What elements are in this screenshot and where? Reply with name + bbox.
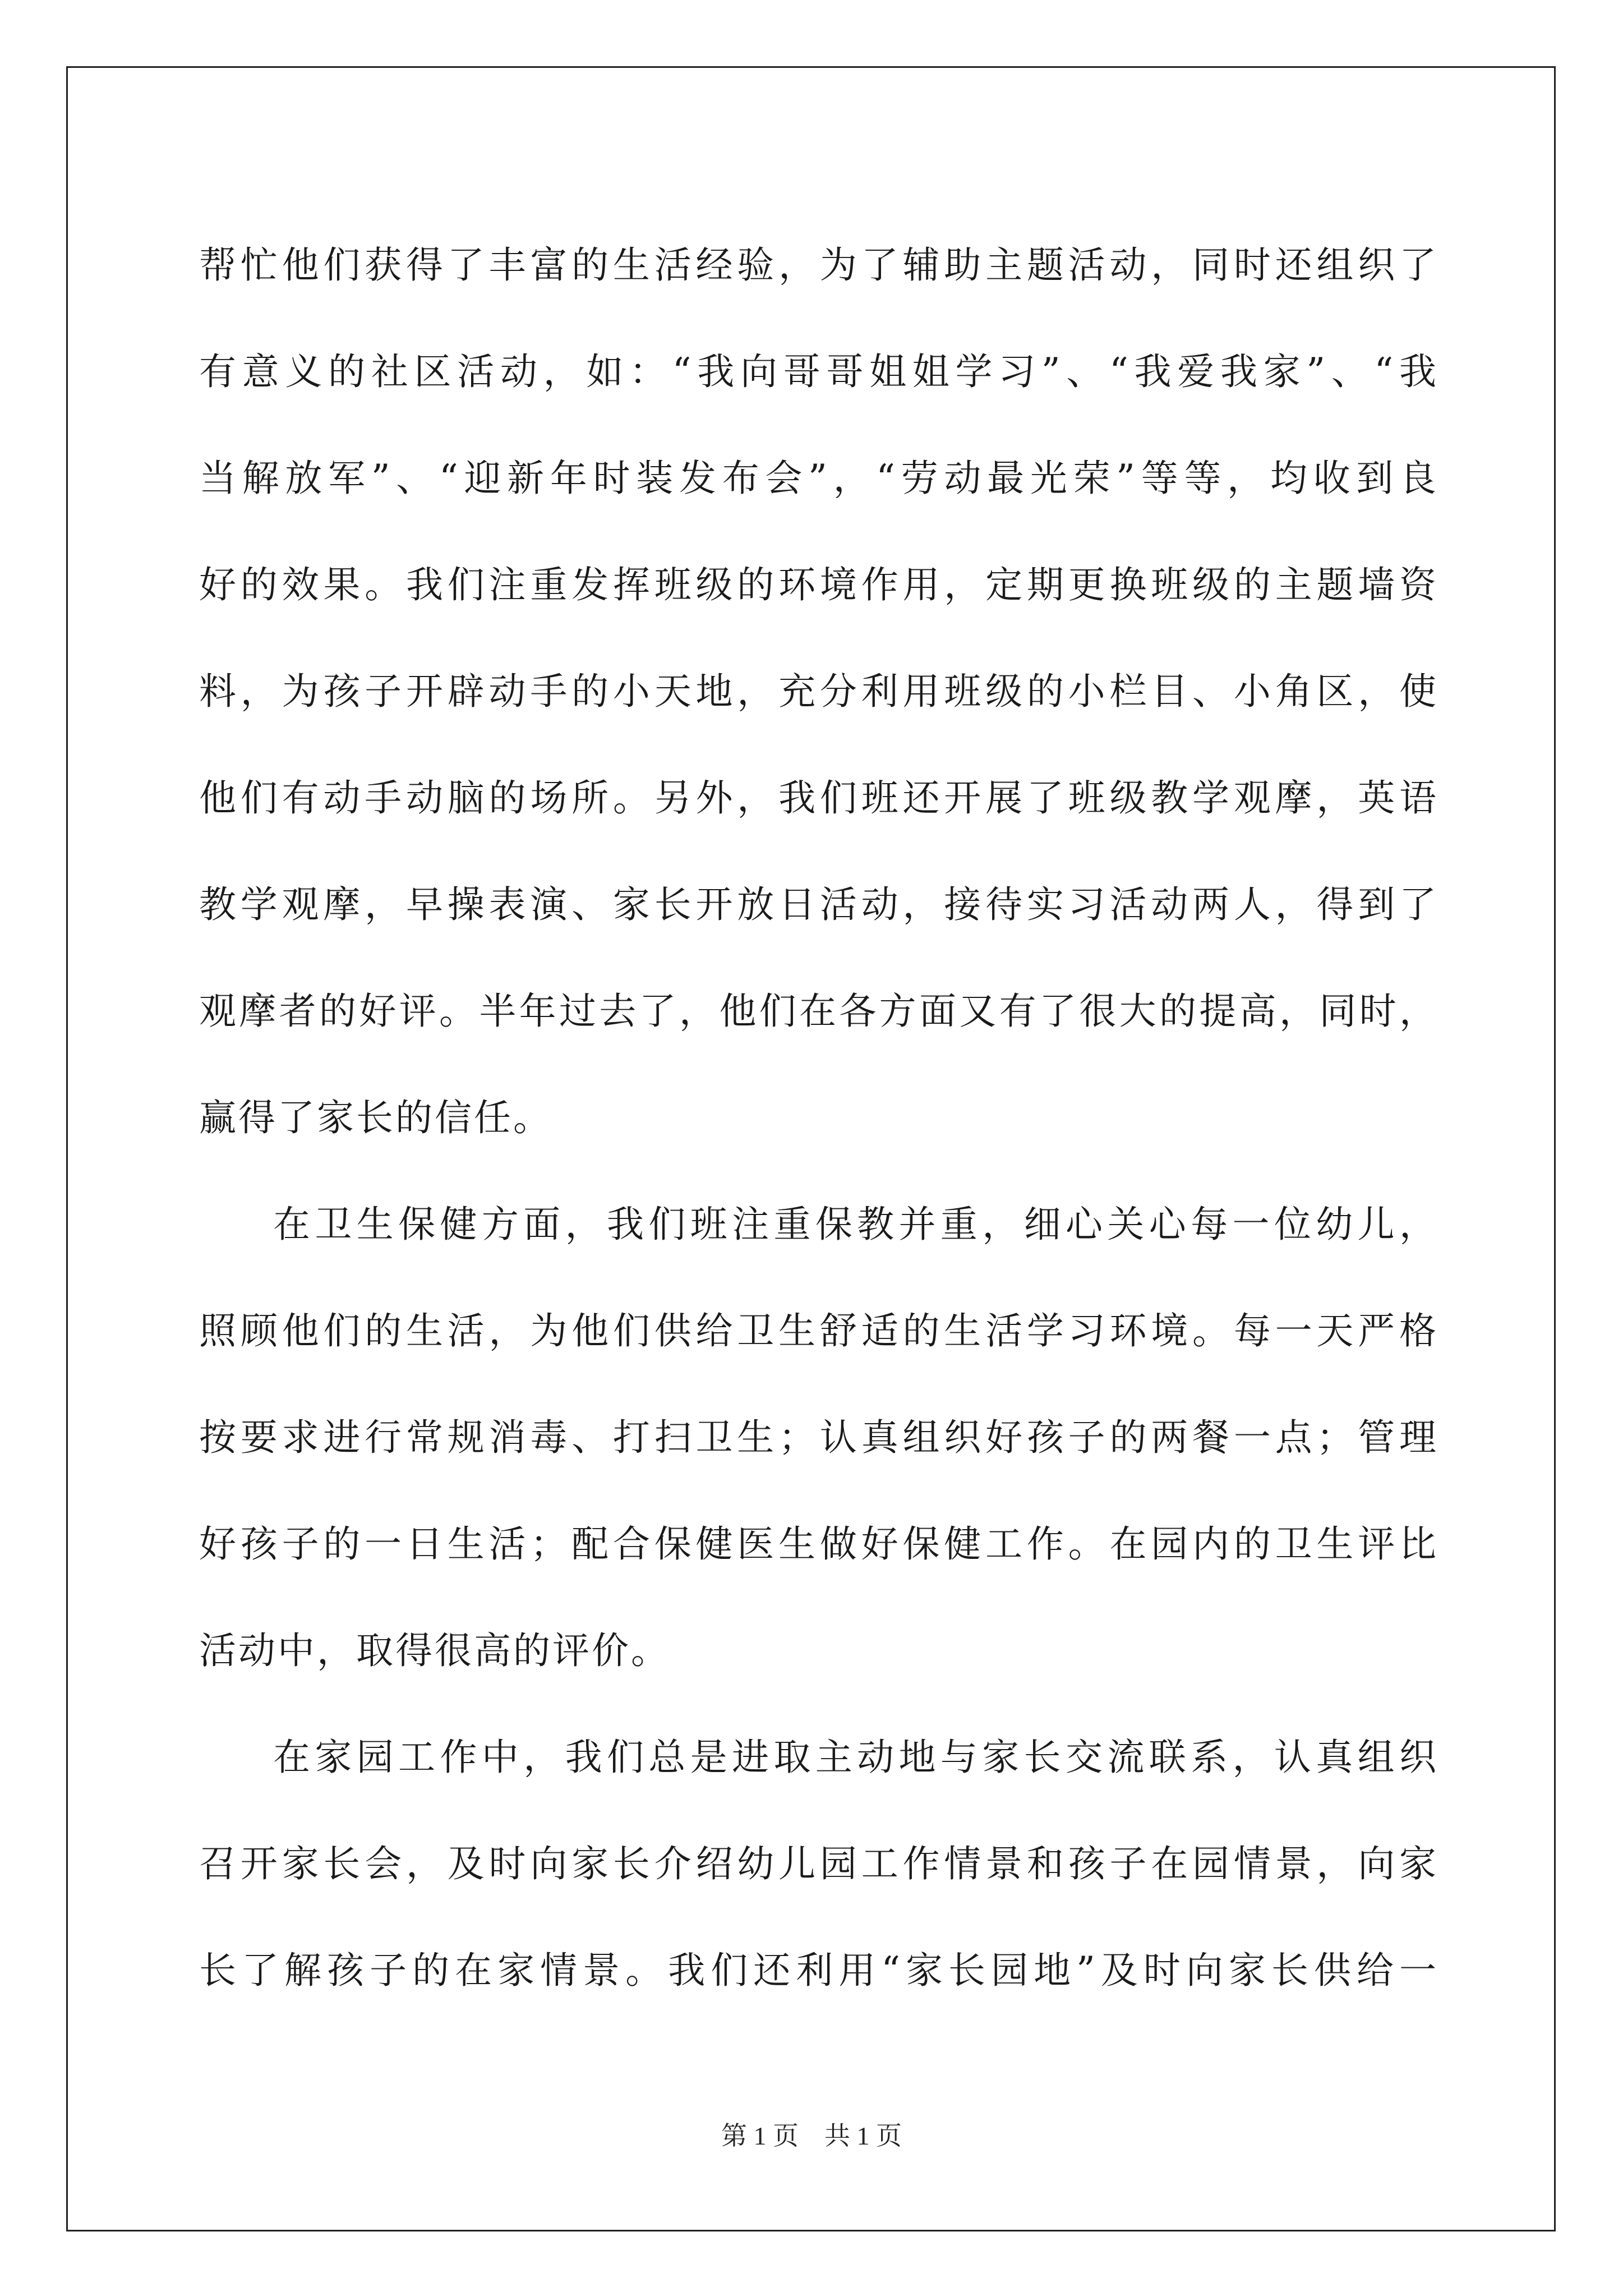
- text-line: 他们有动手动脑的场所。另外，我们班还开展了班级教学观摩，英语: [199, 776, 1438, 820]
- text-line: 召开家长会，及时向家长介绍幼儿园工作情景和孩子在园情景，向家: [199, 1842, 1438, 1885]
- text-line: 帮忙他们获得了丰富的生活经验，为了辅助主题活动，同时还组织了: [199, 243, 1438, 287]
- paragraph: [199, 212, 1438, 1171]
- text-line: 好的效果。我们注重发挥班级的环境作用，定期更换班级的主题墙资: [199, 563, 1438, 606]
- text-line: 观摩者的好评。半年过去了，他们在各方面又有了很大的提高，同时，: [199, 990, 1438, 1033]
- document-body: [199, 212, 1438, 2024]
- text-line: 当解放军”、“迎新年时装发布会”，“劳动最光荣”等等，均收到良: [199, 457, 1438, 500]
- text-line: 在卫生保健方面，我们班注重保教并重，细心关心每一位幼儿，: [273, 1203, 1438, 1246]
- paragraph: [199, 1704, 1438, 2024]
- text-line: 赢得了家长的信任。: [199, 1096, 552, 1139]
- text-line: 活动中，取得很高的评价。: [199, 1629, 670, 1672]
- text-line: 按要求进行常规消毒、打扫卫生；认真组织好孩子的两餐一点；管理: [199, 1416, 1438, 1459]
- text-line: 料，为孩子开辟动手的小天地，充分利用班级的小栏目、小角区，使: [199, 670, 1438, 713]
- page-footer: [0, 2119, 1623, 2153]
- text-line: 照顾他们的生活，为他们供给卫生舒适的生活学习环境。每一天严格: [199, 1309, 1438, 1352]
- text-line: 有意义的社区活动，如：“我向哥哥姐姐学习”、“我爱我家”、“我: [199, 350, 1438, 393]
- page-number: 第 1 页 共 1 页: [721, 2122, 902, 2150]
- paragraph: [199, 1171, 1438, 1704]
- text-line: 教学观摩，早操表演、家长开放日活动，接待实习活动两人，得到了: [199, 883, 1438, 926]
- text-line: 好孩子的一日生活；配合保健医生做好保健工作。在园内的卫生评比: [199, 1522, 1438, 1566]
- text-line: 长了解孩子的在家情景。我们还利用“家长园地”及时向家长供给一: [199, 1949, 1438, 1992]
- text-line: 在家园工作中，我们总是进取主动地与家长交流联系，认真组织: [273, 1736, 1438, 1779]
